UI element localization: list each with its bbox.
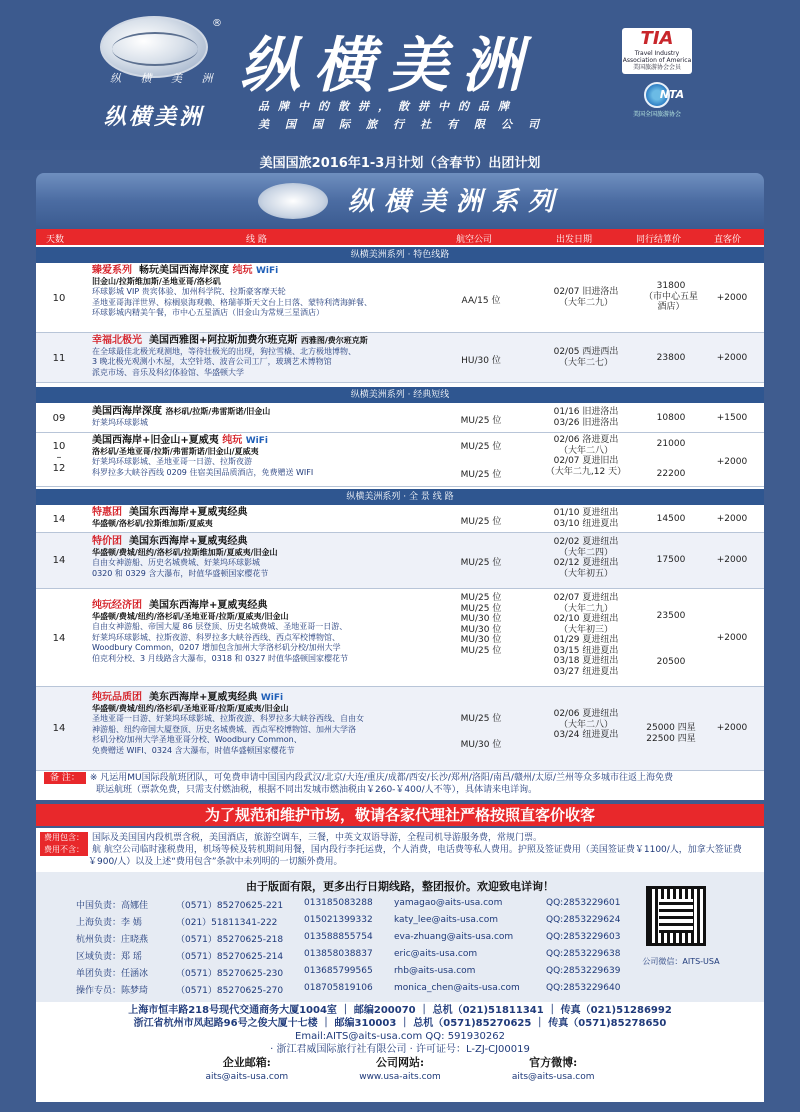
section-panorama: 纵横美洲系列 · 全 景 线 路 (36, 489, 764, 505)
price-line: 25000 四星 (646, 723, 696, 733)
qr-pattern (659, 899, 693, 933)
row-tag: 纯玩经济团 (92, 600, 142, 611)
date-line: 02/06 夏进纽出 (553, 709, 619, 719)
date-line: 02/07 旧进洛出 (553, 287, 619, 297)
col-days: 天数 (46, 235, 65, 245)
contact-role: 区域负责：郑 瑶 (76, 952, 142, 962)
date-line: 02/06 洛进夏出 (553, 435, 619, 445)
row-title: 美国东西海岸+夏威夷经典 (128, 536, 248, 547)
row-title: 美国东西海岸+夏威夷经典 (128, 507, 248, 518)
airline-line: MU/30 位 (460, 624, 502, 635)
row-airline: MU/25 位 (460, 470, 502, 480)
row-days: 14 (52, 514, 66, 525)
date-line: （大年二八） (558, 719, 613, 730)
row-price: 21000 (656, 439, 686, 449)
date-line: （大年初五） (558, 568, 613, 579)
date-line: （大年二九） (558, 297, 613, 308)
row-direct: +2000 (716, 633, 748, 643)
row-desc: 杉矶分校/加州大学圣地亚哥分校、Woodbury Common、 (92, 735, 302, 744)
row-title: 美东西海岸+夏威夷经典 (148, 692, 258, 703)
row-desc: 派克市场、音乐及科幻体验馆、华盛顿大学 (92, 367, 244, 377)
row-title: 美国西海岸深度 (92, 406, 162, 417)
contact-row (76, 949, 636, 965)
contact-mobile[interactable]: 013685799565 (304, 966, 373, 976)
contact-role: 中国负责：高娜佳 (76, 901, 149, 911)
row-extra: 纯玩 (232, 265, 253, 276)
price-line: （市中心五星 (643, 291, 698, 302)
row-route (92, 266, 472, 319)
footer-email-qq[interactable]: Email:AITS@aits-usa.com QQ: 591930262 (295, 1031, 505, 1042)
row-airline: MU/30 位 (460, 740, 502, 750)
contact-tel[interactable]: （0571）85270625-218 (176, 935, 284, 945)
date-line: 02/07 夏进旧出 (553, 456, 619, 466)
row-desc: Woodbury Common，0207 增加包含加州大学洛杉矶分校/加州大学 (92, 643, 341, 652)
table-row[interactable] (36, 403, 764, 433)
date-line: （大年二八） (558, 445, 613, 456)
contact-row (76, 966, 636, 982)
nta-logo (618, 82, 696, 130)
contact-qq: QQ:2853229640 (546, 983, 621, 993)
address-hangzhou: 浙江省杭州市凤起路96号之俊大厦十七楼 ｜ 邮编310003 ｜ 总机（0571)85270625 ｜ 传真（0571)85278650 (133, 1018, 667, 1029)
row-extra: 纯玩 (222, 435, 243, 446)
date-line: （大年二九） (558, 603, 613, 614)
row-route (92, 436, 472, 478)
date-line: 01/29 夏进纽出 (553, 635, 619, 645)
contact-qq: QQ:2853229603 (546, 932, 621, 942)
section-classic: 纵横美洲系列 · 经典短线 (36, 387, 764, 403)
airline-line: MU/25 位 (460, 593, 502, 603)
contact-qq: QQ:2853229601 (546, 898, 621, 908)
remark-text: ※ 凡运用MU国际段航班团队，可免费申请中国国内段武汉/北京/大连/重庆/成都/西安/长沙/郑州/洛阳/南昌/赣州/太原/兰州等众多城市往返上海免费 (89, 773, 674, 783)
date-line: （大年二四） (558, 547, 613, 558)
date-line: 02/12 夏进纽出 (553, 558, 619, 568)
date-line: 03/18 夏进纽出 (553, 656, 619, 666)
contact-title: 由于版面有限，更多出行日期线路，整团报价。欢迎致电详询！ (246, 880, 554, 893)
row-dates (516, 407, 656, 428)
contact-tel[interactable]: （0571）85270625-221 (176, 901, 284, 911)
row-dates (516, 508, 656, 529)
contact-email[interactable]: eric@aits-usa.com (394, 949, 478, 959)
fee-exclude-text: ￥900/人）以及上述“费用包含”条款中未列明的一切额外费用。 (88, 857, 343, 867)
contact-email[interactable]: rhb@aits-usa.com (394, 966, 476, 976)
nta-logo-text: NTA (659, 88, 685, 101)
tour-table (36, 229, 764, 800)
table-row[interactable] (36, 687, 764, 771)
corp-email-link[interactable]: aits@aits-usa.com (205, 1072, 289, 1082)
airline-line: MU/30 位 (460, 614, 502, 624)
tia-logo (622, 28, 692, 74)
label-weibo: 官方微博: (529, 1056, 578, 1069)
contact-email[interactable]: yamagao@aits-usa.com (394, 898, 503, 908)
row-dates (516, 347, 656, 368)
fee-include-text: 国际及美国国内段机票含税，美国酒店，旅游空调车，三餐，中英文双语导游，全程司机导游服务费，常规门票。 (92, 833, 543, 843)
contact-role: 单团负责：任涵冰 (76, 969, 149, 979)
row-route (92, 336, 472, 378)
tia-logo-text: TIA (640, 28, 674, 49)
table-row[interactable] (36, 533, 764, 589)
row-direct: +2000 (716, 514, 748, 524)
row-airline: MU/25 位 (460, 416, 502, 426)
remark-label: 备 注： (44, 772, 86, 784)
row-desc: 在全球最佳北极光观测地，等待壮极光的出现，狗拉雪橇、北方极地博物、 (92, 346, 356, 356)
row-airline: AA/15 位 (461, 296, 501, 306)
contact-tel[interactable]: （0571）85270625-270 (176, 986, 284, 996)
date-line: 01/10 夏进纽出 (553, 508, 619, 518)
row-dates (516, 287, 656, 308)
row-price: 23800 (656, 353, 686, 363)
row-cities: 华盛顿/费城/纽约/洛杉矶/圣地亚哥/拉斯/夏威夷/旧金山 (92, 703, 289, 713)
row-dates (516, 537, 656, 579)
tia-logo-cn: 美国旅游协会会员 (632, 64, 681, 71)
remark-text: 联运航班（票款免费，只需支付燃油税，根据不同出发城市燃油税由￥260-￥400/人不等），具体请来电详询。 (96, 785, 538, 795)
col-price: 同行结算价 (636, 235, 682, 245)
contact-row (76, 983, 636, 999)
footer-values (36, 1070, 764, 1084)
date-line: （大年二九,12 天） (545, 466, 627, 477)
plan-title: 美国国旅2016年1-3月计划（含春节）出团计划 (259, 156, 541, 171)
section-featured: 纵横美洲系列 · 特色线路 (36, 247, 764, 263)
row-airline: MU/25 位 (460, 442, 502, 452)
row-airline: HU/30 位 (461, 356, 501, 366)
date-line: 01/16 旧进洛出 (553, 407, 619, 417)
brand-title: 纵横美洲 (240, 31, 536, 101)
col-route: 线 路 (246, 235, 267, 245)
globe-logo-icon (100, 16, 208, 78)
row-cities: 洛杉矶/圣地亚哥/拉斯/弗雷斯诺/旧金山/夏威夷 (92, 446, 259, 456)
row-desc: 环球影城 VIP 贵宾体验、加州科学院、拉斯豪客摩天轮 (92, 287, 286, 296)
series-banner (36, 173, 764, 229)
logo-subtitle: 纵 横 美 洲 (110, 72, 221, 85)
row-sub: 洛杉矶/拉斯/弗雷斯诺/旧金山 (165, 407, 271, 416)
label-website: 公司网站: (375, 1056, 425, 1069)
footer (36, 1002, 764, 1102)
date-line: 03/10 纽进夏出 (553, 518, 619, 529)
airline-line: MU/25 位 (460, 603, 502, 614)
airline-line: MU/30 位 (460, 635, 502, 645)
remark (36, 772, 764, 800)
contact-qq: QQ:2853229639 (546, 966, 621, 976)
row-route (92, 693, 472, 756)
contact-role: 操作专员：陈梦琦 (76, 986, 149, 996)
row-desc: 神游船、纽约帝国大厦登顶、历史名城费城、西点军校博物馆、加州大学洛 (92, 724, 356, 734)
tia-logo-sub: Travel Industry Association of America (622, 50, 692, 64)
row-cities: 华盛顿/洛杉矶/拉斯维加斯/夏威夷 (92, 518, 213, 528)
table-row[interactable] (36, 333, 764, 383)
registered-mark: ® (212, 18, 222, 29)
contact-row (76, 932, 636, 948)
contact-mobile[interactable]: 013858038837 (304, 949, 373, 959)
contact-tel[interactable]: （0571）85270625-230 (176, 969, 284, 979)
row-tag: 纯玩品质团 (92, 692, 142, 703)
row-dates (516, 435, 656, 477)
table-row[interactable] (36, 505, 764, 533)
table-row[interactable] (36, 263, 764, 333)
contact-email[interactable]: monica_chen@aits-usa.com (394, 983, 520, 993)
fee-exclude-label: 费用不含： (40, 844, 88, 856)
company-name: 美国国际旅行社有限公司 (258, 118, 555, 131)
contact-mobile[interactable]: 013185083288 (304, 898, 373, 908)
row-airline: MU/25 位 (460, 558, 502, 568)
website-link[interactable]: www.usa-aits.com (359, 1072, 441, 1082)
nta-logo-cn: 美国全国旅游协会 (632, 111, 681, 118)
date-line: （大年二七） (558, 357, 613, 368)
row-desc: 科罗拉多大峡谷西线 0209 住宿美国品质酒店，免费赠送 WIFI (92, 467, 314, 477)
row-direct: +2000 (716, 555, 748, 565)
contact-tel[interactable]: （0571）85270625-214 (176, 952, 284, 962)
price-line: 酒店） (657, 302, 685, 312)
row-days: 14 (52, 633, 66, 644)
table-row[interactable] (36, 589, 764, 687)
row-tag: 特价团 (92, 536, 122, 547)
row-direct: +2000 (716, 723, 748, 733)
wifi-icon: WiFi (255, 266, 279, 276)
row-price: 14500 (656, 514, 686, 524)
date-line: 03/26 旧进洛出 (553, 417, 619, 428)
row-price: 17500 (656, 555, 686, 565)
label-corp-email: 企业邮箱: (222, 1056, 271, 1069)
row-route (92, 537, 472, 579)
date-line: 02/10 夏进纽出 (553, 614, 619, 624)
col-airline: 航空公司 (456, 235, 493, 245)
row-route (92, 508, 472, 529)
logo-name: 纵横美洲 (104, 104, 205, 130)
fees (36, 828, 764, 872)
date-line: 02/02 夏进纽出 (553, 537, 619, 547)
row-airline: MU/25 位 (460, 517, 502, 527)
row-days: 10 – 12 (52, 441, 66, 474)
row-days: 14 (52, 555, 66, 566)
contact-row (76, 898, 636, 914)
date-line: （大年初三） (558, 624, 613, 635)
date-line: 03/24 纽进夏出 (553, 730, 619, 740)
price-line: 22500 四星 (646, 733, 696, 744)
row-dates (516, 709, 656, 741)
contact-tel[interactable]: （021）51811341-222 (176, 918, 278, 928)
contact-mobile[interactable]: 015021399332 (304, 915, 373, 925)
row-desc: 好莱坞环球影城 (92, 417, 148, 427)
table-header (36, 229, 764, 245)
row-cities: 旧金山/拉斯维加斯/圣地亚哥/洛杉矶 (92, 276, 221, 286)
row-title: 畅玩美国西海岸深度 (138, 265, 229, 276)
price-line: 31800 (656, 281, 686, 291)
row-price (636, 281, 706, 313)
row-direct: +2000 (716, 353, 748, 363)
row-route (92, 407, 472, 428)
col-dates: 出发日期 (556, 235, 593, 245)
table-row[interactable] (36, 433, 764, 487)
row-title: 美国东西海岸+夏威夷经典 (148, 600, 268, 611)
row-days: 10 (52, 293, 66, 304)
slogan: 品牌中的散拼，散拼中的品牌 (258, 100, 518, 113)
row-direct: +1500 (716, 413, 748, 423)
date-line: 02/05 西进西出 (553, 347, 619, 357)
row-cities: 华盛顿/费城/纽约/洛杉矶/拉斯维加斯/夏威夷/旧金山 (92, 547, 278, 557)
row-desc: 好莱坞环球影城、圣地亚哥一日游、拉斯夜游 (92, 457, 252, 466)
wifi-icon: WiFi (245, 436, 268, 446)
row-price: 22200 (656, 469, 686, 479)
row-desc: 伯克利分校、3 月线路含大瀑布，0318 和 0327 时值华盛顿国家樱花节 (92, 653, 348, 663)
date-line: 03/15 纽进夏出 (553, 645, 619, 656)
footer-license: · 浙江君威国际旅行社有限公司 · 许可证号：L-ZJ-CJ00019 (270, 1044, 530, 1055)
row-sub: 西雅图/费尔班克斯 (300, 336, 368, 345)
fee-include-label: 费用包含： (40, 832, 88, 844)
row-desc: 环球影城内精美午餐，市中心五星酒店（旧金山为常规三星酒店） (92, 308, 324, 317)
row-title: 美国西海岸+旧金山+夏威夷 (92, 435, 219, 446)
contact-email[interactable]: katy_lee@aits-usa.com (394, 915, 498, 925)
row-title: 美国西雅图+阿拉斯加费尔班克斯 (148, 335, 298, 346)
wechat-label: 公司微信：AITS-USA (642, 957, 720, 966)
row-price: 20500 (656, 657, 686, 667)
row-tag: 特惠团 (92, 507, 122, 518)
row-direct: +2000 (716, 457, 748, 467)
footer-labels (36, 1056, 764, 1070)
airline-line: MU/25 位 (460, 645, 502, 656)
contact-role: 上海负责：李 嫣 (76, 918, 142, 928)
header (0, 0, 800, 150)
row-desc: 好莱坞环球影城、拉斯夜游、科罗拉多大峡谷西线、西点军校博物馆、 (92, 632, 340, 642)
contact-qq: QQ:2853229638 (546, 949, 621, 959)
row-desc: 圣地亚哥海洋世界、棕榈泉海观赖、格瑞菲斯天文台上日落、蒙特利湾海鲜餐、 (92, 297, 372, 307)
date-line: 02/07 夏进纽出 (553, 593, 619, 603)
row-price (636, 723, 706, 744)
series-globe-icon (258, 183, 328, 219)
row-airline: MU/25 位 (460, 714, 502, 724)
row-desc: 圣地亚哥一日游、好莱坞环球影城、拉斯夜游、科罗拉多大峡谷西线、自由女 (92, 714, 364, 723)
contact-mobile[interactable]: 013588855754 (304, 932, 373, 942)
contact-section (36, 872, 764, 1002)
row-days: 09 (52, 413, 66, 424)
row-cities: 华盛顿/费城/纽约/洛杉矶/圣地亚哥/拉斯/夏威夷/旧金山 (92, 611, 289, 621)
contact-row (76, 915, 636, 931)
contact-email[interactable]: eva-zhuang@aits-usa.com (394, 932, 514, 942)
row-price: 23500 (656, 611, 686, 621)
row-tag: 幸福北极光 (92, 335, 142, 346)
row-desc: 0320 和 0329 含大瀑布，时值华盛顿国家樱花节 (92, 568, 269, 578)
fee-exclude-text: 航 航空公司临时涨税费用，机场等候及转机期间用餐，国内段行李托运费，个人消费，电话费等私人费用。护照及签证费用（美国签证费￥1100/人，加拿大签证费 (92, 845, 742, 855)
contact-qq: QQ:2853229624 (546, 915, 621, 925)
row-direct: +2000 (716, 293, 748, 303)
wifi-icon: WiFi (260, 693, 284, 703)
qr-code-icon[interactable] (646, 886, 706, 946)
weibo-link[interactable]: aits@aits-usa.com (511, 1072, 595, 1082)
row-desc: 自由女神游船、历史名城费城、好莱坞环球影城 (92, 558, 260, 567)
series-title: 纵横美洲系列 (348, 187, 565, 217)
row-dates (516, 593, 656, 677)
row-desc: 自由女神游船、帝国大厦 86 层登顶、历史名城费城、圣地亚哥一日游、 (92, 622, 348, 631)
row-desc: 免费赠送 WIFI、0324 含大瀑布，时值华盛顿国家樱花节 (92, 745, 295, 755)
row-days: 11 (52, 353, 66, 364)
col-direct: 直客价 (714, 235, 742, 245)
contact-mobile[interactable]: 018705819106 (304, 983, 373, 993)
row-days: 14 (52, 723, 66, 734)
contact-role: 杭州负责：庄晓燕 (76, 935, 149, 945)
row-desc: 3 晚北极光观测小木屋，太空针塔、波音公司工厂，玻璃艺术博物馆 (92, 357, 332, 366)
address-shanghai: 上海市恒丰路218号现代交通商务大厦1004室 ｜ 邮编200070 ｜ 总机（021)51811341 ｜ 传真（021)51286992 (128, 1005, 672, 1016)
notice-banner: 为了规范和维护市场，敬请各家代理社严格按照直客价收客 (36, 804, 764, 826)
row-price: 10800 (656, 413, 686, 423)
row-airline (446, 593, 516, 656)
date-line: 03/27 纽进夏出 (553, 666, 619, 677)
row-route (92, 601, 472, 664)
row-tag: 臻爱系列 (92, 265, 132, 276)
